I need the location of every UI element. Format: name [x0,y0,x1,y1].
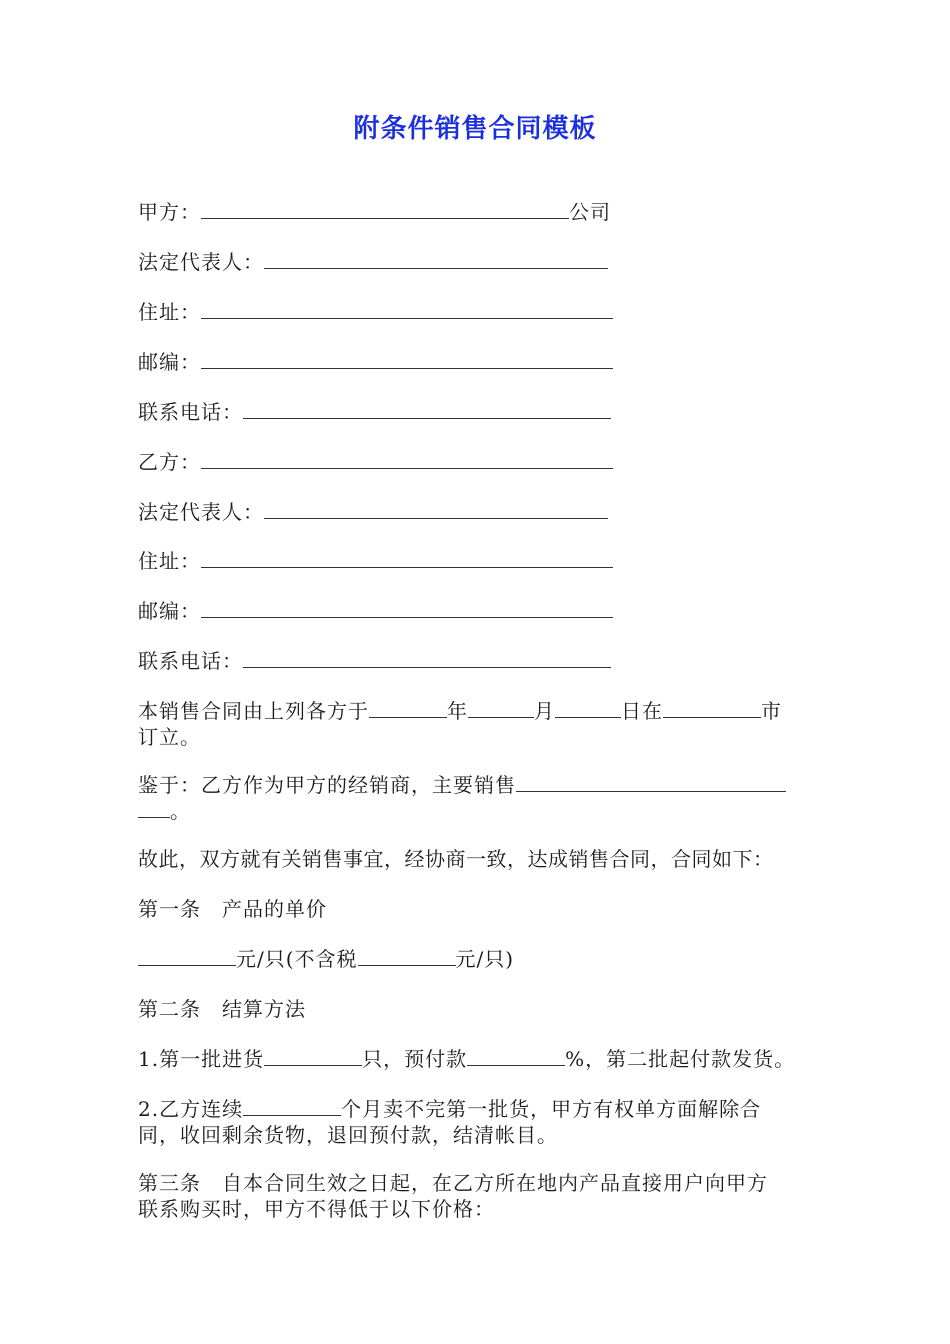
blank-line [138,799,170,818]
article-1-title: 第一条 产品的单价 [138,897,327,921]
article-1-body [138,946,514,972]
blank-line [243,1097,341,1116]
blank-line [201,350,613,369]
blank-line [555,699,621,718]
blank-line [264,500,608,519]
blank-line [663,699,761,718]
document-title: 附条件销售合同模板 [353,114,597,144]
blank-line [264,250,608,269]
party-a-phone-row [138,399,611,425]
blank-line [358,947,456,966]
blank-line [138,947,236,966]
party-a-postcode-row [138,349,613,375]
blank-line [468,699,534,718]
text: 同，收回剩余货物，退回预付款，结清帐目。 [138,1123,558,1147]
article-2-item-2 [138,1096,814,1148]
party-a-address-row [138,299,613,325]
text: 鉴于：乙方作为甲方的经销商，主要销售 [138,773,516,797]
text: 1.第一批进货 [138,1047,265,1071]
party-b-name-row [138,449,613,475]
text: 2.乙方连续 [138,1097,244,1121]
blank-line [369,699,447,718]
blank-line [201,300,613,319]
field-label: 甲方： [138,200,201,224]
blank-line [243,649,611,668]
text: 个月卖不完第一批货，甲方有权单方面解除合 [341,1097,762,1121]
field-suffix: 公司 [569,200,611,224]
text: %，第二批起付款发货。 [565,1047,796,1071]
text: 元/只) [455,947,515,971]
blank-line [516,773,786,792]
text: 日在 [621,699,663,723]
whereas-paragraph [138,772,814,824]
therefore-paragraph: 故此，双方就有关销售事宜，经协商一致，达成销售合同，合同如下： [138,847,774,871]
field-label: 住址： [138,300,201,324]
party-b-address-row [138,548,613,574]
party-b-postcode-row [138,598,613,624]
field-label: 邮编： [138,599,201,623]
text: 元/只(不含税 [236,947,358,971]
article-3 [138,1170,814,1222]
field-label: 联系电话： [138,649,243,673]
text: 月 [534,699,555,723]
article-2-item-1 [138,1046,795,1072]
party-a-rep-row [138,249,608,275]
blank-line [201,200,569,219]
text: 订立。 [138,725,201,749]
text: 第三条 自本合同生效之日起，在乙方所在地内产品直接用户向甲方 [138,1171,768,1195]
party-a-name-row [138,199,611,225]
text: 只，预付款 [362,1047,468,1071]
signing-paragraph [138,698,814,750]
blank-line [201,549,613,568]
blank-line [201,599,613,618]
field-label: 住址： [138,549,201,573]
blank-line [201,450,613,469]
text: 。 [170,799,191,823]
field-label: 法定代表人： [138,250,264,274]
text: 联系购买时，甲方不得低于以下价格： [138,1197,495,1221]
blank-line [264,1047,362,1066]
text: 市 [761,699,782,723]
party-b-rep-row [138,499,608,525]
blank-line [243,400,611,419]
party-b-phone-row [138,648,611,674]
blank-line [467,1047,565,1066]
field-label: 乙方： [138,450,201,474]
text: 本销售合同由上列各方于 [138,699,369,723]
field-label: 法定代表人： [138,500,264,524]
field-label: 联系电话： [138,400,243,424]
article-2-title: 第二条 结算方法 [138,997,306,1021]
field-label: 邮编： [138,350,201,374]
text: 年 [447,699,468,723]
